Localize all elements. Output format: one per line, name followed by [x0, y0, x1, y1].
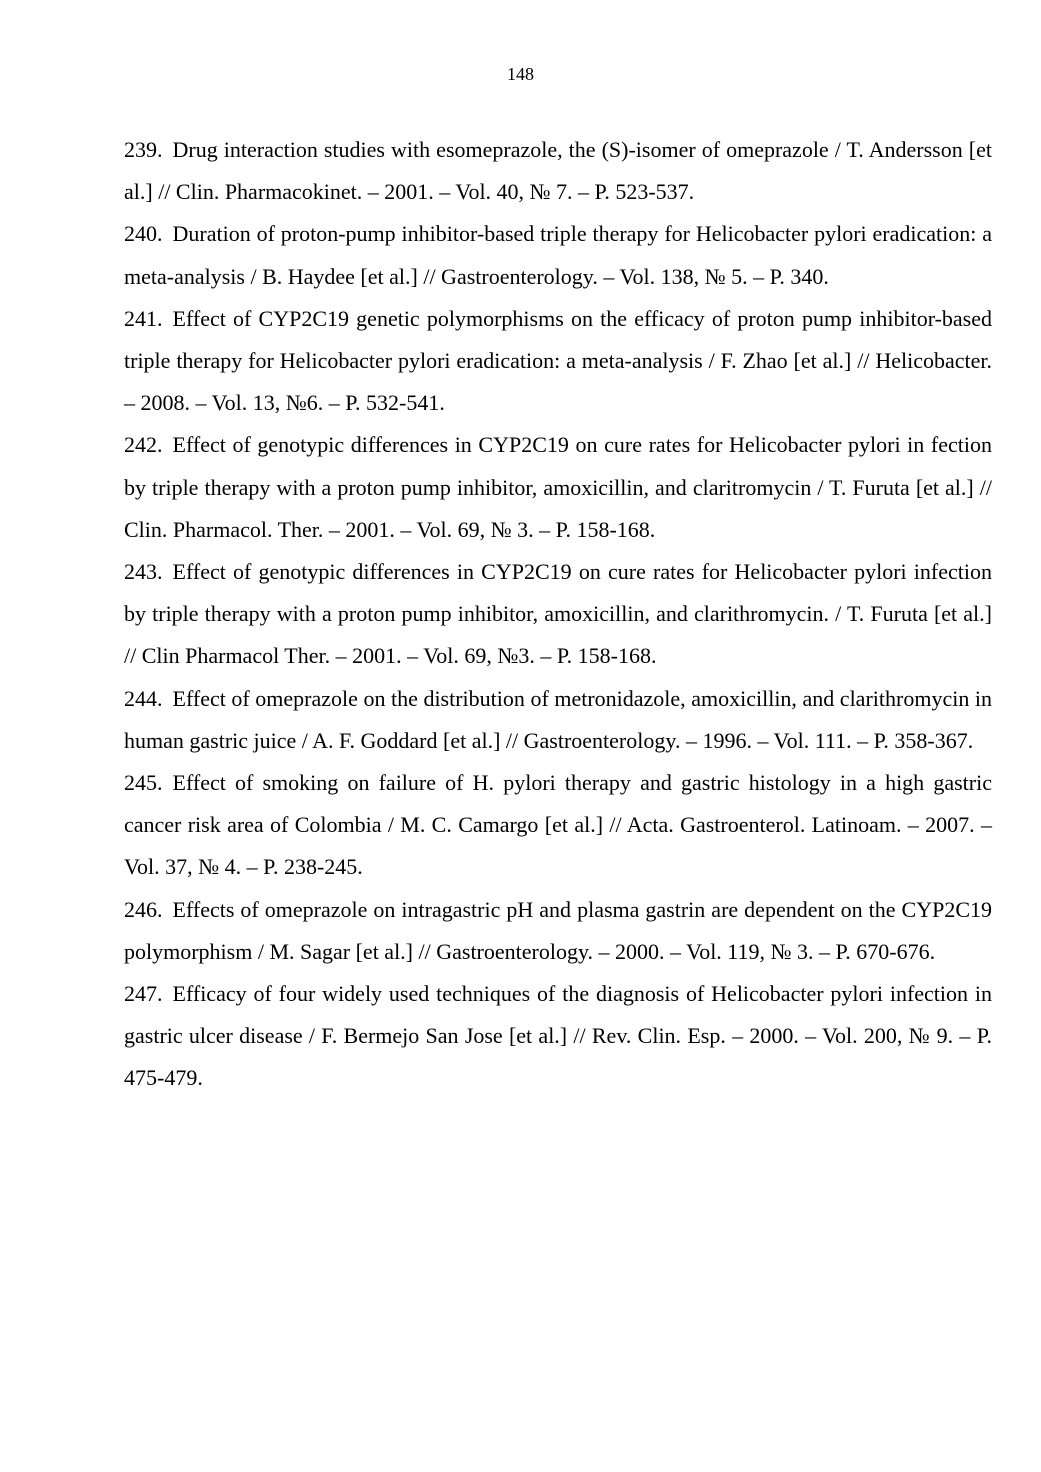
reference-text: Drug interaction studies with esomeprazole, the (S)-isomer of omeprazole / T. Andersson [et al.] // Clin. Pharmacokinet. – 2001. – Vol. 40, № 7. – P. 523-537.	[124, 137, 992, 205]
reference-text: Effect of CYP2C19 genetic polymorphisms on the efficacy of proton pump inhibitor-based triple therapy for Helicobacter pylori eradication: a meta-analysis / F. Zhao [et al.] // Helicobacter. – 2008. – Vol. 13, №6. – P. 532-541.	[124, 305, 992, 416]
reference-text: Effects of omeprazole on intragastric pH and plasma gastrin are dependent on the CYP2C19 polymorphism / M. Sagar [et al.] // Gastroenterology. – 2000. – Vol. 119, № 3. – P. 670-676.	[124, 896, 992, 964]
page-number: 148	[507, 64, 534, 84]
reference-number: 244.	[124, 685, 163, 711]
reference-list	[124, 129, 992, 1100]
reference-text: Effect of genotypic differences in CYP2C19 on cure rates for Helicobacter pylori in fection by triple therapy with a proton pump inhibitor, amoxicillin, and claritromycin / T. Furuta [et al.] // Clin. Pharmacol. Ther. – 2001. – Vol. 69, № 3. – P. 158-168.	[124, 432, 992, 542]
reference-item	[124, 678, 992, 762]
reference-item	[124, 129, 992, 213]
reference-item	[124, 213, 992, 297]
reference-number: 245.	[124, 770, 163, 796]
reference-number: 247.	[124, 981, 163, 1007]
reference-text: Effect of omeprazole on the distribution of metronidazole, amoxicillin, and clarithromycin in human gastric juice / A. F. Goddard [et al.] // Gastroenterology. – 1996. – Vol. 111. – P. 358-367.	[124, 685, 992, 753]
reference-number: 246.	[124, 896, 163, 922]
reference-number: 242.	[124, 432, 163, 458]
reference-item	[124, 762, 992, 889]
reference-text: Effect of smoking on failure of H. pylori therapy and gastric histology in a high gastric cancer risk area of Colombia / M. C. Camargo [et al.] // Acta. Gastroenterol. Latinoam. – 2007. – Vol. 37, № 4. – P. 238-245.	[124, 770, 992, 880]
reference-item	[124, 298, 992, 425]
reference-item	[124, 551, 992, 678]
reference-item	[124, 889, 992, 973]
reference-number: 243.	[124, 559, 163, 585]
reference-number: 240.	[124, 221, 163, 247]
reference-text: Duration of proton-pump inhibitor-based triple therapy for Helicobacter pylori eradication: a meta-analysis / B. Haydee [et al.] // Gastroenterology. – Vol. 138, № 5. – P. 340.	[124, 221, 992, 289]
reference-item	[124, 424, 992, 551]
reference-text: Efficacy of four widely used techniques of the diagnosis of Helicobacter pylori infection in gastric ulcer disease / F. Bermejo San Jose [et al.] // Rev. Clin. Esp. – 2000. – Vol. 200, № 9. – P. 475-479.	[124, 981, 992, 1091]
reference-number: 239.	[124, 137, 163, 162]
reference-number: 241.	[124, 305, 163, 331]
reference-text: Effect of genotypic differences in CYP2C19 on cure rates for Helicobacter pylori infection by triple therapy with a proton pump inhibitor, amoxicillin, and clarithromycin. / T. Furuta [et al.] // Clin Pharmacol Ther. – 2001. – Vol. 69, №3. – P. 158-168.	[124, 559, 992, 669]
reference-item	[124, 973, 992, 1100]
